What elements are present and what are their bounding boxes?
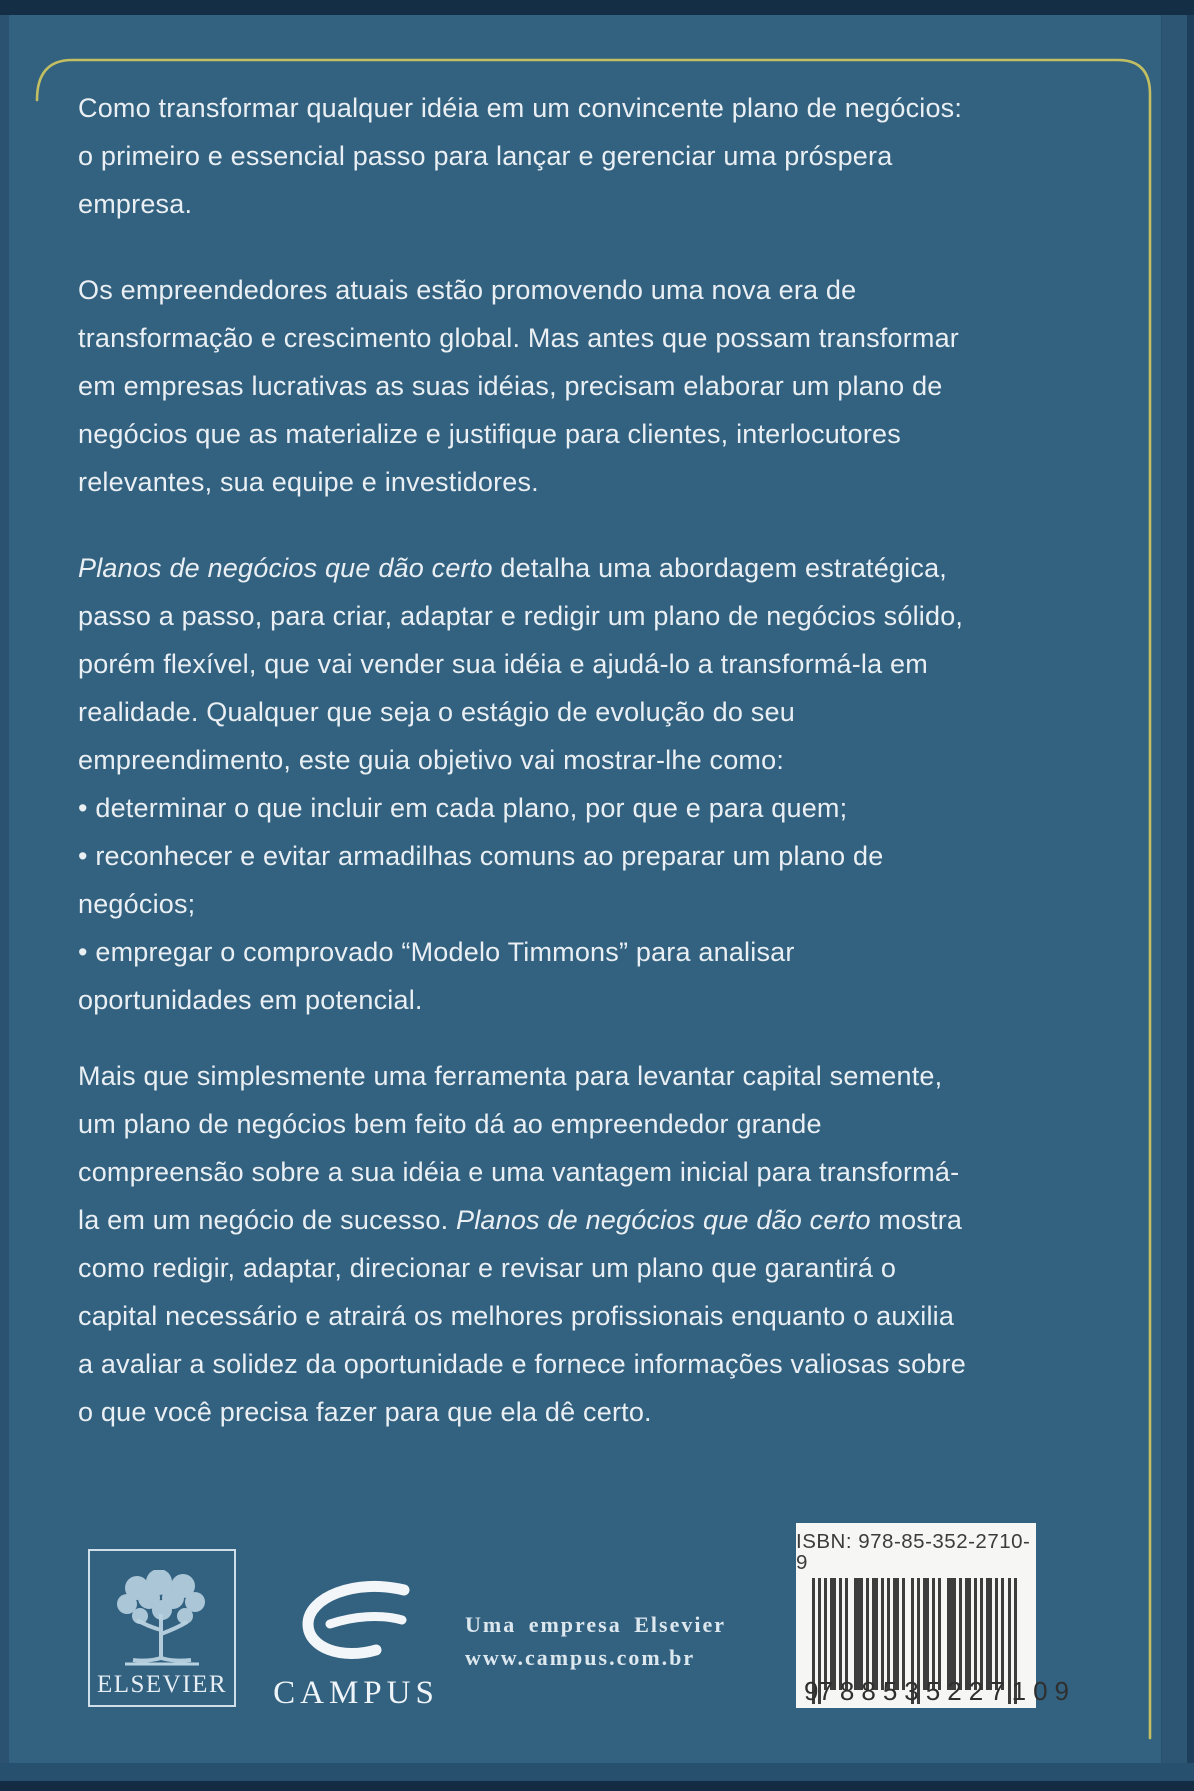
paragraph-closing <box>78 1052 972 1436</box>
bullet-item-timmons-model: • empregar o comprovado “Modelo Timmons” para analisar oportunidades em potencial. <box>78 928 972 1024</box>
publisher-tagline <box>465 1608 726 1674</box>
paragraph-book-overview <box>78 544 972 784</box>
tagline-url: www.campus.com.br <box>465 1645 696 1670</box>
campus-swoosh-icon <box>296 1578 416 1664</box>
paragraph-closing-end: mostra como redigir, adaptar, direcionar e revisar um plano que garantirá o capital necessário e atrairá os melhores profissionais enquanto o auxilia a avaliar a solidez da oportunidade e fornece informações valiosas sobre o que você precisa fazer para que ela dê certo. <box>78 1205 966 1427</box>
bullet-item-pitfalls: • reconhecer e evitar armadilhas comuns ao preparar um plano de negócios; <box>78 832 972 928</box>
barcode-digits <box>804 1676 1076 1706</box>
paragraph-entrepreneurs: Os empreendedores atuais estão promovendo uma nova era de transformação e crescimento global. Mas antes que possam transformar em empresas lucrativas as suas idéias, precisam elaborar um plano de negócios que as materialize e justifique para clientes, interlocutores relevantes, sua equipe e investidores. <box>78 275 959 497</box>
cover-bottom-edge <box>0 1763 1194 1781</box>
cover-right-edge-shadow <box>1187 0 1194 1791</box>
campus-wordmark: CAMPUS <box>273 1675 439 1711</box>
cover-bottom-edge-shadow <box>0 1781 1194 1791</box>
elsevier-tree-icon <box>107 1570 217 1670</box>
bullet-list <box>78 784 972 1024</box>
book-title-italic: Planos de negócios que dão certo <box>78 553 493 583</box>
bullet-item-plan-content: • determinar o que incluir em cada plano, por que e para quem; <box>78 784 972 832</box>
barcode-digit-lead: 9 <box>804 1676 819 1706</box>
tagline-company: Uma empresa Elsevier <box>465 1612 726 1637</box>
cover-top-edge <box>0 0 1194 15</box>
elsevier-logo <box>88 1549 236 1707</box>
elsevier-wordmark: ELSEVIER <box>96 1671 228 1698</box>
book-title-italic: Planos de negócios que dão certo <box>456 1205 871 1235</box>
back-cover-copy <box>78 84 972 1474</box>
barcode-digits-left-group: 788535 <box>818 1676 948 1706</box>
paragraph-book-overview-rest: detalha uma abordagem estratégica, passo a passo, para criar, adaptar e redigir um plano de negócios sólido, porém flexível, que vai vender sua idéia e ajudá-lo a transformá-la em realidade. Qualquer que seja o estágio de evolução do seu empreendimento, este guia objetivo vai mostrar-lhe como: <box>78 553 964 775</box>
cover-left-edge <box>0 0 9 1791</box>
barcode-digits-right-group: 227109 <box>947 1676 1076 1706</box>
isbn-box <box>796 1523 1076 1708</box>
intro-paragraph: Como transformar qualquer idéia em um convincente plano de negócios: o primeiro e essencial passo para lançar e gerenciar uma próspera empresa. <box>78 93 963 219</box>
paragraph-closing-start: Mais que simplesmente uma ferramenta para levantar capital semente, um plano de negócios bem feito dá ao empreendedor grande compreensão sobre a sua idéia e uma vantagem inicial para transformá-la em um negócio de sucesso. <box>78 1061 960 1235</box>
isbn-number: ISBN: 978-85-352-2710-9 <box>796 1530 1031 1574</box>
campus-logo <box>272 1578 440 1710</box>
